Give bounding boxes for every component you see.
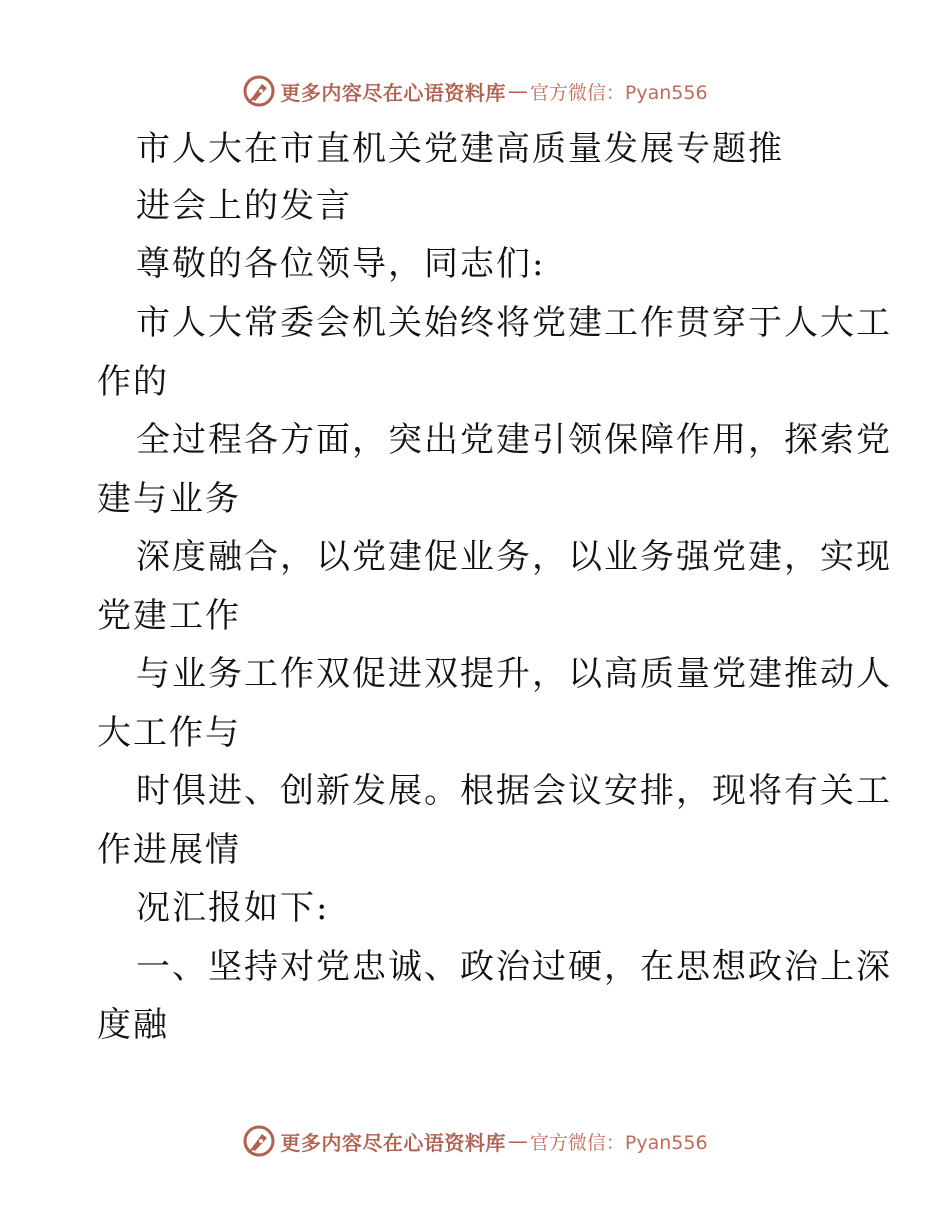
paragraph-line: 深度融合，以党建促业务，以业务强党建，实现 <box>136 537 892 577</box>
paragraph-line: 作的 <box>97 362 169 402</box>
paragraph-line: 市人大常委会机关始终将党建工作贯穿于人大工 <box>136 303 892 343</box>
paragraph-line: 大工作与 <box>97 713 241 753</box>
watermark-dash: — <box>507 79 528 103</box>
watermark-brand-text: 更多内容尽在心语资料库 <box>280 80 506 105</box>
watermark-brand-text: 更多内容尽在心语资料库 <box>280 1130 506 1155</box>
pen-nib-logo-icon <box>242 1124 276 1158</box>
document-title-line-1: 市人大在市直机关党建高质量发展专题推 <box>136 129 784 169</box>
footer-watermark <box>0 1121 950 1161</box>
section-heading-line: 一、坚持对党忠诚、政治过硬，在思想政治上深 <box>136 947 892 987</box>
paragraph-line: 与业务工作双促进双提升，以高质量党建推动人 <box>136 654 892 694</box>
paragraph-line: 作进展情 <box>97 830 241 870</box>
paragraph-line: 度融 <box>97 1005 169 1045</box>
paragraph-line: 况汇报如下: <box>136 888 330 928</box>
paragraph-line: 党建工作 <box>97 596 241 636</box>
watermark-wechat-text: 官方微信：Pyan556 <box>529 81 708 104</box>
document-title-line-2: 进会上的发言 <box>136 186 352 226</box>
watermark-dash: — <box>507 1129 528 1153</box>
watermark-wechat-text: 官方微信：Pyan556 <box>529 1131 708 1154</box>
salutation: 尊敬的各位领导，同志们: <box>136 244 546 284</box>
paragraph-line: 建与业务 <box>97 479 241 519</box>
paragraph-line: 全过程各方面，突出党建引领保障作用，探索党 <box>136 420 892 460</box>
paragraph-line: 时俱进、创新发展。根据会议安排，现将有关工 <box>136 771 892 811</box>
